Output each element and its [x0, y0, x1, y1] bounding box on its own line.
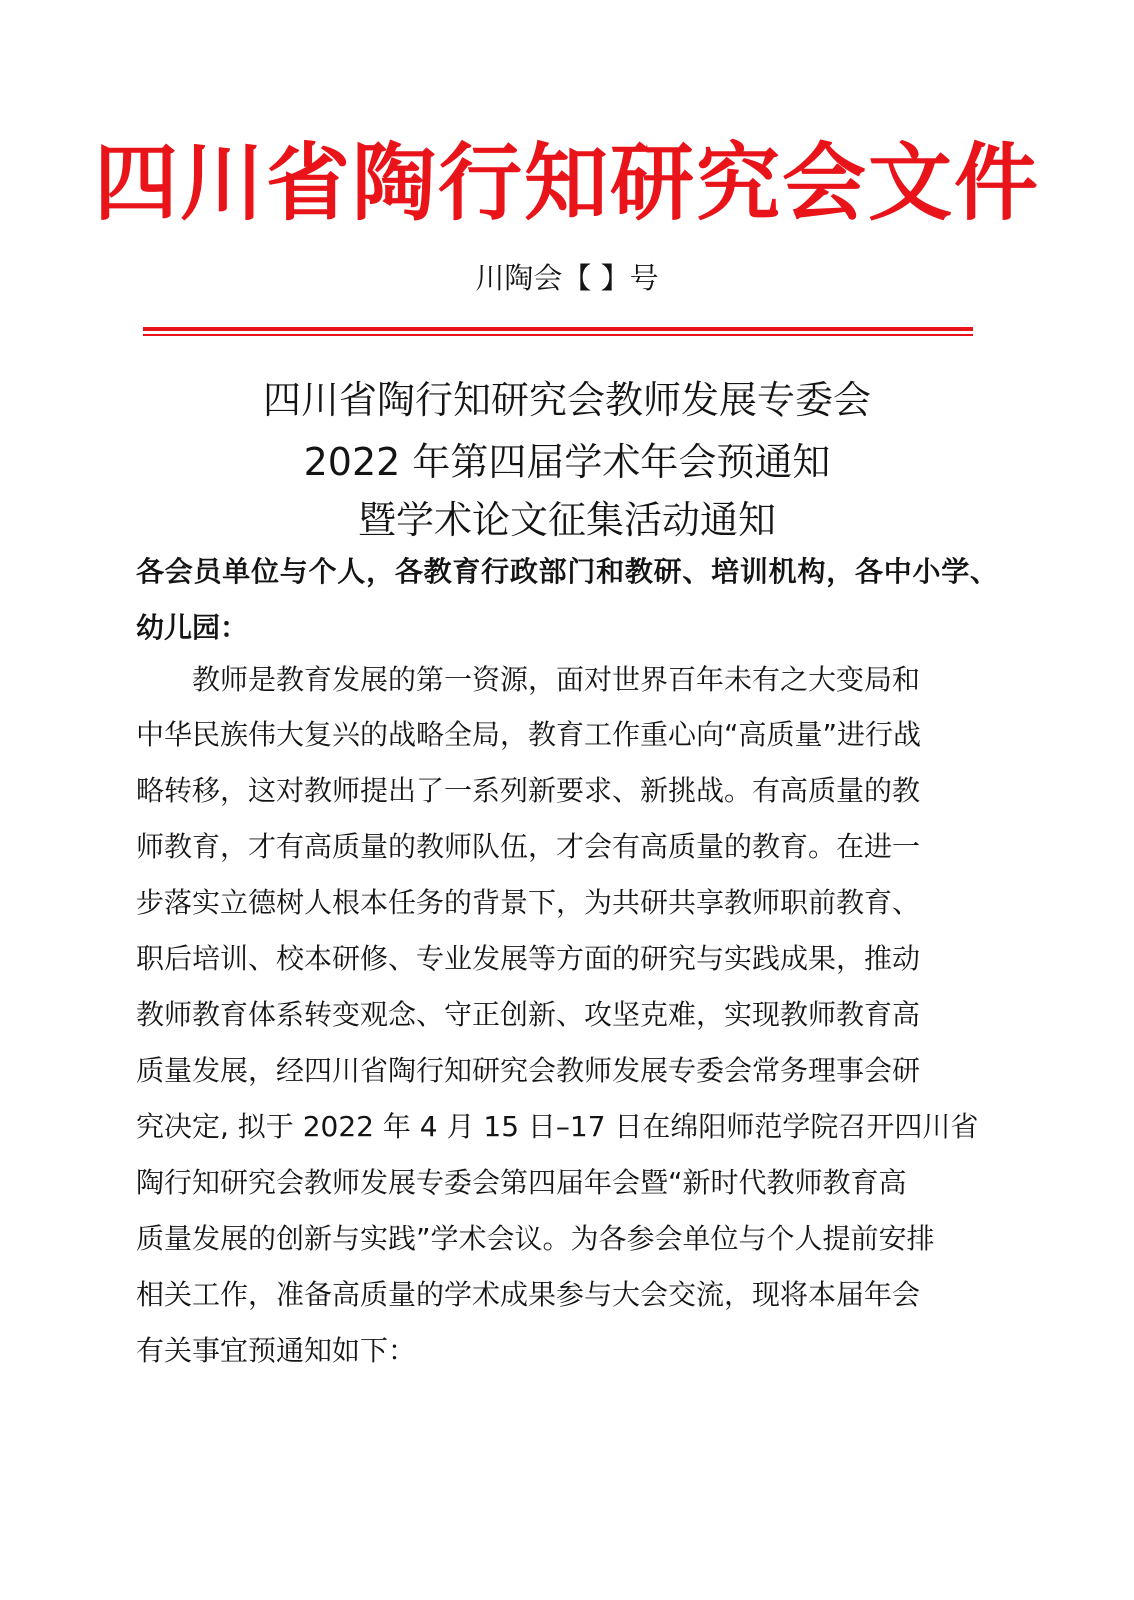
body-line: 有关事宜预通知如下：	[136, 1334, 417, 1367]
body-line: 陶行知研究会教师发展专委会第四届年会暨“新时代教师教育高	[136, 1166, 907, 1199]
body-line: 教师教育体系转变观念、守正创新、攻坚克难，实现教师教育高	[136, 998, 921, 1031]
salutation: 各会员单位与个人，各教育行政部门和教研、培训机构，各中小学、幼儿园：	[136, 555, 998, 644]
body-line: 中华民族伟大复兴的战略全局，教育工作重心向“高质量”进行战	[136, 718, 922, 751]
body-line: 究决定, 拟于 2022 年 4 月 15 日–17 日在绵阳师范学院召开四川省	[136, 1110, 979, 1143]
red-divider-thin	[143, 334, 973, 336]
body-line: 质量发展的创新与实践”学术会议。为各参会单位与个人提前安排	[136, 1222, 935, 1255]
masthead-title: 四川省陶行知研究会文件	[93, 134, 1040, 232]
notice-title-line-3: 暨学术论文征集活动通知	[357, 498, 776, 542]
body-line: 质量发展，经四川省陶行知研究会教师发展专委会常务理事会研	[136, 1054, 921, 1087]
body-line: 师教育，才有高质量的教师队伍，才会有高质量的教育。在进一	[136, 830, 921, 863]
body-line: 教师是教育发展的第一资源，面对世界百年未有之大变局和	[136, 663, 921, 696]
red-divider-thick	[143, 327, 973, 331]
notice-title-line-2: 2022 年第四届学术年会预通知	[303, 440, 831, 484]
body-line: 职后培训、校本研修、专业发展等方面的研究与实践成果，推动	[136, 942, 921, 975]
body-line: 相关工作，准备高质量的学术成果参与大会交流，现将本届年会	[136, 1278, 921, 1311]
notice-title-line-1: 四川省陶行知研究会教师发展专委会	[262, 378, 871, 422]
body-line: 步落实立德树人根本任务的背景下，为共研共享教师职前教育、	[136, 886, 921, 919]
document-number: 川陶会【 】号	[475, 261, 659, 295]
body-line: 略转移，这对教师提出了一系列新要求、新挑战。有高质量的教	[136, 774, 921, 807]
